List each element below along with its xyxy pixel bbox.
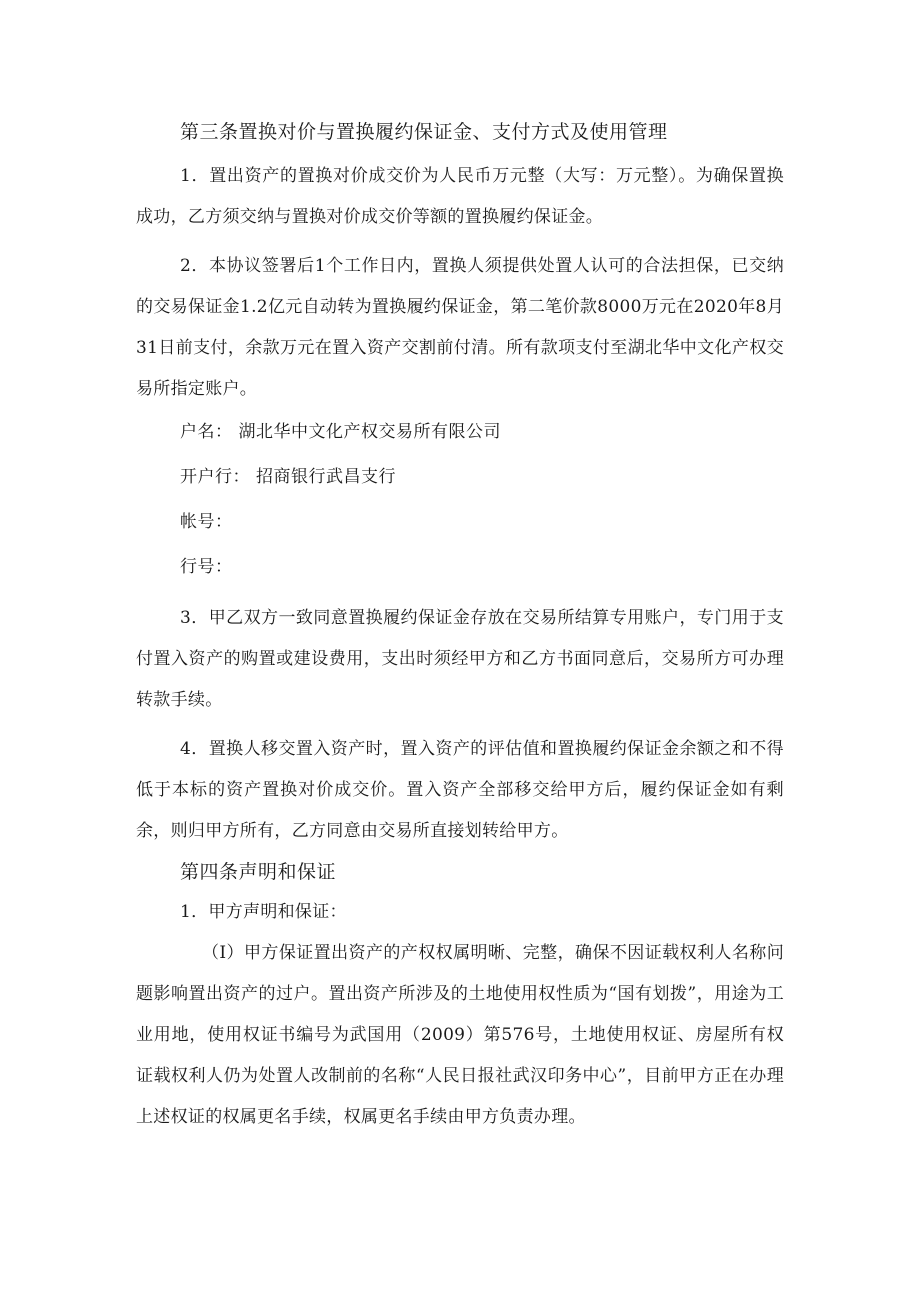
- article-3-paragraph-1: 1．置出资产的置换对价成交价为人民币万元整（大写：万元整）。为确保置换成功，乙方须交纳与置换对价成交价等额的置换履约保证金。: [136, 166, 784, 227]
- account-number-row: [136, 500, 784, 545]
- article-3-paragraph-3: 3．甲乙双方一致同意置换履约保证金存放在交易所结算专用账户，专门用于支付置入资产的购置或建设费用，支出时须经甲方和乙方书面同意后，交易所方可办理转款手续。: [136, 608, 784, 710]
- account-name-row: [136, 410, 784, 455]
- account-info: [136, 410, 784, 590]
- bank-row: [136, 455, 784, 500]
- article-4-title: 第四条声明和保证: [180, 861, 337, 883]
- bank-label: 开户行：: [180, 467, 250, 487]
- account-number-label: 帐号：: [180, 512, 233, 532]
- account-name-label: 户名：: [180, 422, 233, 442]
- article-4-subparagraph-1: （I）甲方保证置出资产的产权权属明晰、完整，确保不因证载权利人名称问题影响置出资产的过户。置出资产所涉及的土地使用权性质为“国有划拨”，用途为工业用地，使用权证书编号为武国用（2009）第576号，土地使用权证、房屋所有权证载权利人仍为处置人改制前的名称“人民日报社武汉印务中心”，目前甲方正在办理上述权证的权属更名手续，权属更名手续由甲方负责办理。: [136, 943, 784, 1127]
- article-3-paragraph-4: 4．置换人移交置入资产时，置入资产的评估值和置换履约保证金余额之和不得低于本标的资产置换对价成交价。置入资产全部移交给甲方后，履约保证金如有剩余，则归甲方所有，乙方同意由交易所直接划转给甲方。: [136, 739, 784, 841]
- article-3-paragraph-2: 2．本协议签署后1个工作日内，置换人须提供处置人认可的合法担保，已交纳的交易保证金1.2亿元自动转为置换履约保证金，第二笔价款8000万元在2020年8月31日前支付，余款万元在置入资产交割前付清。所有款项支付至湖北华中文化产权交易所指定账户。: [136, 256, 784, 399]
- article-4-paragraph-1: 1．甲方声明和保证：: [180, 902, 347, 922]
- account-name-value: 湖北华中文化产权交易所有限公司: [238, 422, 501, 442]
- bank-code-label: 行号：: [180, 557, 233, 577]
- bank-value: 招商银行武昌支行: [256, 467, 396, 487]
- bank-code-row: [136, 545, 784, 590]
- document-page: [136, 112, 784, 1138]
- article-3-title: 第三条置换对价与置换履约保证金、支付方式及使用管理: [180, 121, 668, 143]
